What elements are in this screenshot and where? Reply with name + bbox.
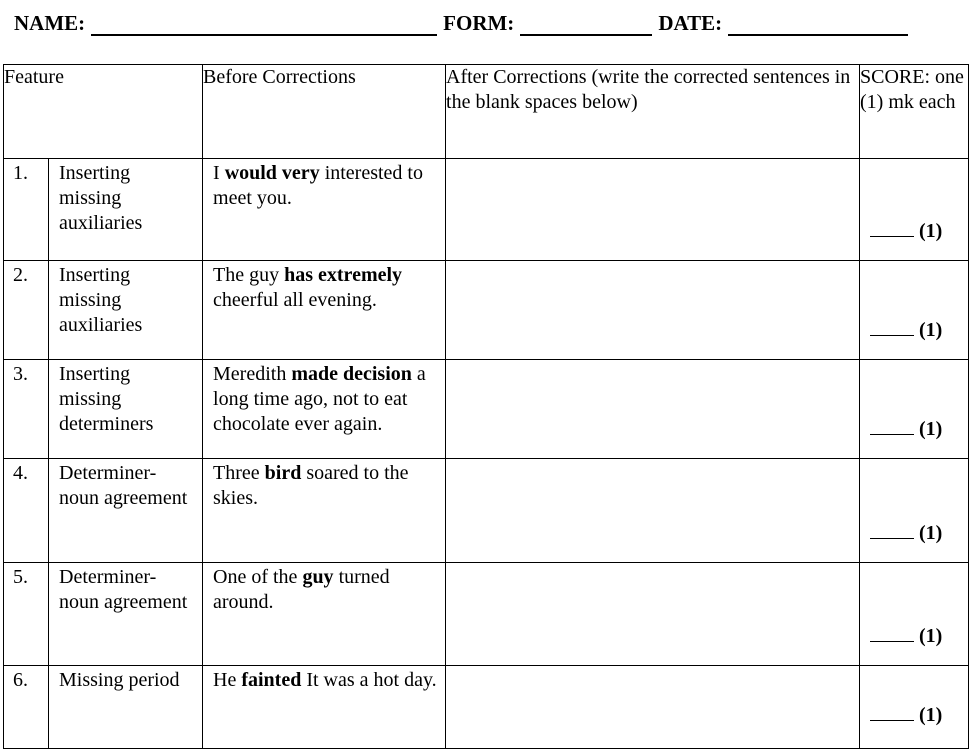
table-row xyxy=(4,563,969,666)
score-value: (1) xyxy=(919,319,943,341)
row-number: 2. xyxy=(4,261,49,360)
name-blank[interactable] xyxy=(91,10,437,36)
form-label: FORM: xyxy=(443,11,515,35)
row-number: 6. xyxy=(4,666,49,749)
col-header-feature: Feature xyxy=(4,65,203,159)
row-feature: Determiner-noun agreement xyxy=(49,563,203,666)
row-score xyxy=(860,261,969,360)
score-value: (1) xyxy=(919,625,943,647)
score-blank[interactable] xyxy=(870,518,914,539)
table-header-row xyxy=(4,65,969,159)
before-error-highlight: guy xyxy=(302,566,334,588)
score-blank[interactable] xyxy=(870,414,914,435)
row-feature: Inserting missing determiners xyxy=(49,360,203,459)
row-after-answer-space[interactable] xyxy=(446,159,860,261)
table-row xyxy=(4,261,969,360)
before-text-part: The guy xyxy=(213,264,285,286)
score-value: (1) xyxy=(919,522,943,544)
score-value: (1) xyxy=(919,220,943,242)
row-score xyxy=(860,563,969,666)
row-after-answer-space[interactable] xyxy=(446,563,860,666)
before-text-part: Three xyxy=(213,462,265,484)
row-feature: Inserting missing auxiliaries xyxy=(49,261,203,360)
row-before-sentence xyxy=(203,563,446,666)
before-text-part: I xyxy=(213,162,225,184)
before-text-part: turned around. xyxy=(213,566,390,613)
score-blank[interactable] xyxy=(870,621,914,642)
corrections-table xyxy=(3,64,969,749)
row-feature: Determiner-noun agreement xyxy=(49,459,203,563)
col-header-before: Before Corrections xyxy=(203,65,446,159)
row-after-answer-space[interactable] xyxy=(446,459,860,563)
table-row xyxy=(4,159,969,261)
row-before-sentence xyxy=(203,159,446,261)
col-header-after: After Corrections (write the corrected sentences in the blank spaces below) xyxy=(446,65,860,159)
score-blank[interactable] xyxy=(870,315,914,336)
score-value: (1) xyxy=(919,418,943,440)
col-header-score: SCORE: one (1) mk each xyxy=(860,65,969,159)
before-text-part: a long time ago, not to eat chocolate ever again. xyxy=(213,363,426,435)
row-score xyxy=(860,360,969,459)
row-score xyxy=(860,459,969,563)
row-after-answer-space[interactable] xyxy=(446,360,860,459)
before-text-part: cheerful all evening. xyxy=(213,289,377,311)
before-error-highlight: made decision xyxy=(291,363,412,385)
before-text-part: He xyxy=(213,669,242,691)
row-number: 3. xyxy=(4,360,49,459)
before-text-part: It was a hot day. xyxy=(301,669,437,691)
row-number: 4. xyxy=(4,459,49,563)
row-before-sentence xyxy=(203,360,446,459)
before-error-highlight: has extremely xyxy=(284,264,403,286)
score-blank[interactable] xyxy=(870,700,914,721)
before-error-highlight: bird xyxy=(264,462,302,484)
row-score xyxy=(860,666,969,749)
before-text-part: soared to the skies. xyxy=(213,462,409,509)
table-row xyxy=(4,360,969,459)
row-number: 1. xyxy=(4,159,49,261)
score-blank[interactable] xyxy=(870,216,914,237)
table-row xyxy=(4,666,969,749)
date-blank[interactable] xyxy=(728,10,908,36)
row-after-answer-space[interactable] xyxy=(446,261,860,360)
row-number: 5. xyxy=(4,563,49,666)
row-score xyxy=(860,159,969,261)
name-label: NAME: xyxy=(14,11,86,35)
row-feature: Missing period xyxy=(49,666,203,749)
score-value: (1) xyxy=(919,704,943,726)
before-text-part: One of the xyxy=(213,566,303,588)
row-feature: Inserting missing auxiliaries xyxy=(49,159,203,261)
table-row xyxy=(4,459,969,563)
worksheet-header xyxy=(14,6,914,36)
row-before-sentence xyxy=(203,261,446,360)
before-text-part: Meredith xyxy=(213,363,292,385)
before-error-highlight: fainted xyxy=(241,669,302,691)
before-error-highlight: would very xyxy=(224,162,320,184)
row-before-sentence xyxy=(203,666,446,749)
form-blank[interactable] xyxy=(520,10,652,36)
before-text-part: interested to meet you. xyxy=(213,162,423,209)
row-before-sentence xyxy=(203,459,446,563)
row-after-answer-space[interactable] xyxy=(446,666,860,749)
date-label: DATE: xyxy=(658,11,723,35)
